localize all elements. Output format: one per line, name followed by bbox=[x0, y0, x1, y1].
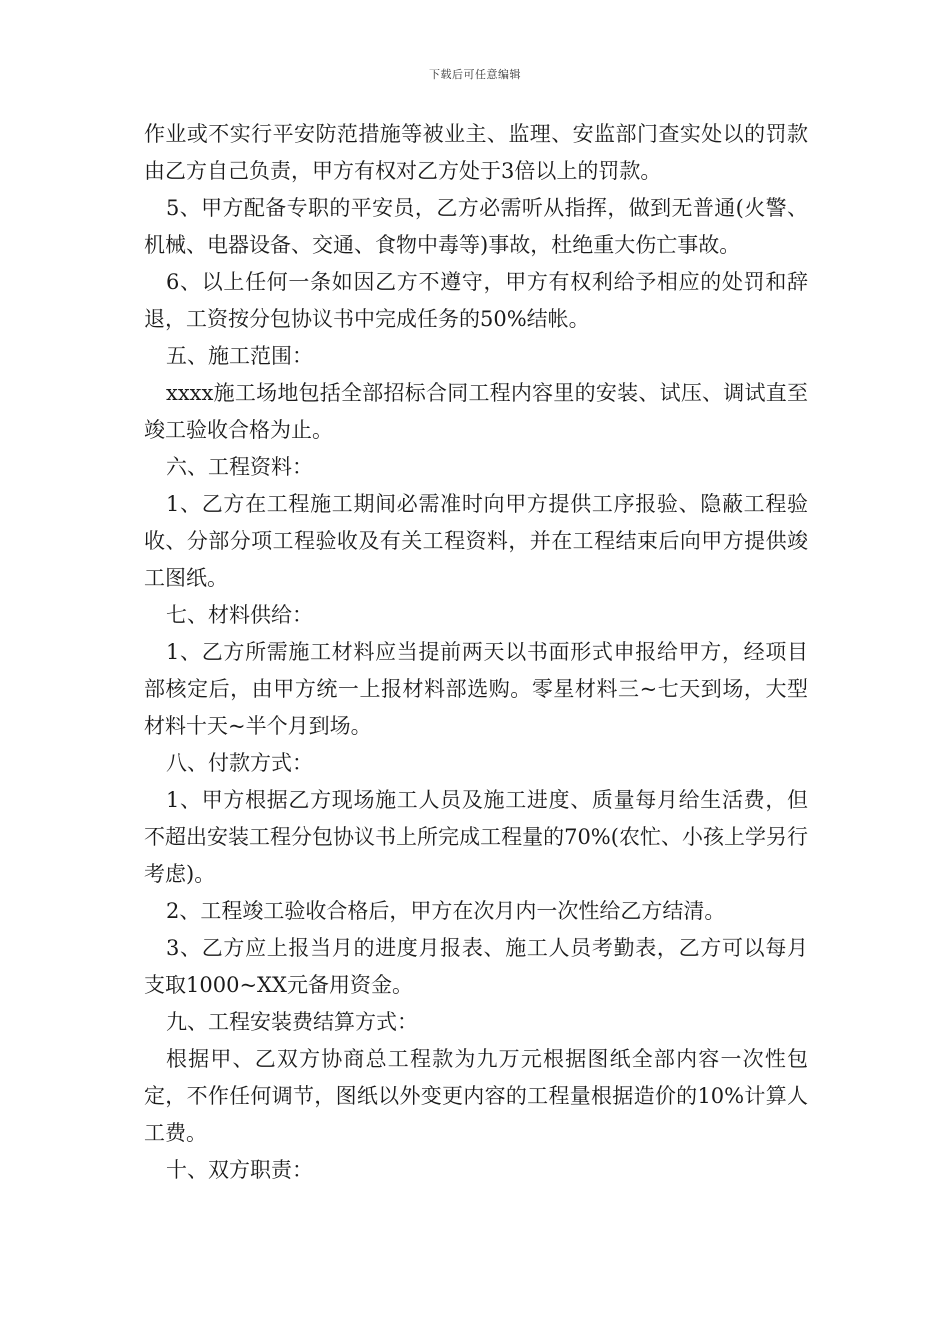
paragraph-payment-2: 2、工程竣工验收合格后，甲方在次月内一次性给乙方结清。 bbox=[166, 899, 726, 923]
paragraph-documents-1: 1、乙方在工程施工期间必需准时向甲方提供工序报验、隐蔽工程验收、分部分项工程验收及有关工程资料，并在工程结束后向甲方提供竣工图纸。 bbox=[144, 492, 808, 590]
paragraph-payment-3: 3、乙方应上报当月的进度月报表、施工人员考勤表，乙方可以每月支取1000~XX元备用资金。 bbox=[144, 936, 808, 997]
paragraph-settlement: 根据甲、乙双方协商总工程款为九万元根据图纸全部内容一次性包定，不作任何调节，图纸以外变更内容的工程量根据造价的10%计算人工费。 bbox=[144, 1047, 808, 1145]
section-heading-payment: 八、付款方式： bbox=[166, 751, 313, 775]
section-heading-documents: 六、工程资料： bbox=[166, 455, 313, 479]
paragraph-materials-1: 1、乙方所需施工材料应当提前两天以书面形式申报给甲方，经项目部核定后，由甲方统一上报材料部选购。零星材料三~七天到场，大型材料十天~半个月到场。 bbox=[144, 640, 808, 738]
document-body bbox=[144, 116, 808, 1189]
paragraph-scope: xxxx施工场地包括全部招标合同工程内容里的安装、试压、调试直至竣工验收合格为止。 bbox=[144, 381, 808, 442]
paragraph-item-6: 6、以上任何一条如因乙方不遵守，甲方有权利给予相应的处罚和辞退，工资按分包协议书中完成任务的50%结帐。 bbox=[144, 270, 808, 331]
section-heading-settlement: 九、工程安装费结算方式： bbox=[166, 1010, 418, 1034]
paragraph-item-5: 5、甲方配备专职的平安员，乙方必需听从指挥，做到无普通(火警、机械、电器设备、交通、食物中毒等)事故，杜绝重大伤亡事故。 bbox=[144, 196, 808, 257]
section-heading-scope: 五、施工范围： bbox=[166, 344, 313, 368]
paragraph-penalty-continuation: 作业或不实行平安防范措施等被业主、监理、安监部门查实处以的罚款由乙方自己负责，甲方有权对乙方处于3倍以上的罚款。 bbox=[144, 122, 808, 183]
section-heading-responsibilities: 十、双方职责： bbox=[166, 1158, 313, 1182]
header-note: 下载后可任意编辑 bbox=[429, 68, 521, 81]
paragraph-payment-1: 1、甲方根据乙方现场施工人员及施工进度、质量每月给生活费，但不超出安装工程分包协议书上所完成工程量的70%(农忙、小孩上学另行考虑)。 bbox=[144, 788, 808, 886]
section-heading-materials: 七、材料供给： bbox=[166, 603, 313, 627]
